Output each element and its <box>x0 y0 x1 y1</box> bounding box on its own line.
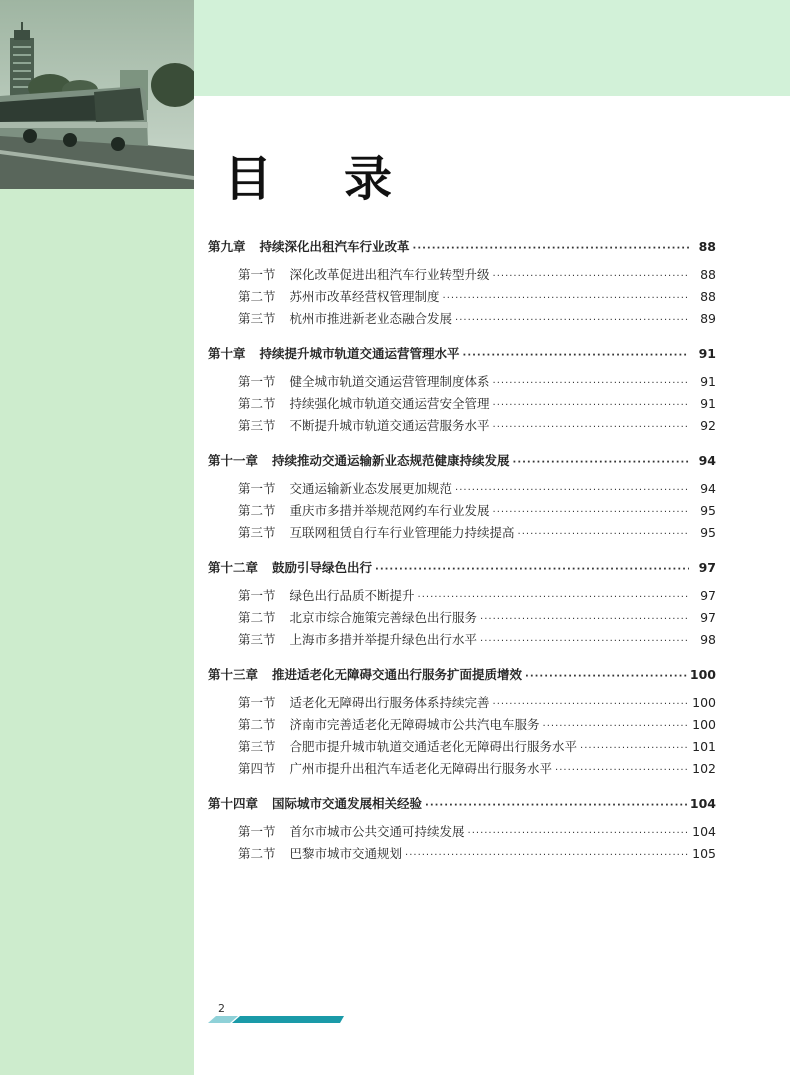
section-number: 第四节 <box>238 761 276 776</box>
dot-leader <box>543 717 689 737</box>
dot-leader <box>493 374 689 394</box>
dot-leader <box>493 396 689 416</box>
section-number: 第一节 <box>238 588 276 603</box>
chapter-number: 第十章 <box>208 346 246 361</box>
section-title: 广州市提升出租汽车适老化无障碍出行服务水平 <box>289 761 553 776</box>
dot-leader <box>468 824 689 844</box>
chapter-page: 104 <box>689 796 716 811</box>
dot-leader <box>513 453 689 473</box>
section-page: 101 <box>692 739 716 754</box>
dot-leader <box>518 525 689 545</box>
section-number: 第一节 <box>238 481 276 496</box>
toc-section-entry[interactable] <box>208 523 716 545</box>
section-title: 深化改革促进出租汽车行业转型升级 <box>289 267 490 282</box>
chapter-title: 鼓励引导绿色出行 <box>272 560 373 575</box>
chapter-spacer <box>208 866 716 874</box>
section-number: 第二节 <box>238 717 276 732</box>
dot-leader <box>555 761 689 781</box>
toc-section-entry[interactable] <box>208 479 716 501</box>
chapter-spacer <box>208 652 716 660</box>
section-title: 苏州市改革经营权管理制度 <box>289 289 440 304</box>
section-title: 上海市多措并举提升绿色出行水平 <box>289 632 478 647</box>
section-number: 第一节 <box>238 374 276 389</box>
toc-section-entry[interactable] <box>208 394 716 416</box>
toc-section-entry[interactable] <box>208 586 716 608</box>
toc-section-entry[interactable] <box>208 630 716 652</box>
chapter-page: 88 <box>698 239 716 254</box>
top-color-band <box>194 0 790 96</box>
chapter-number: 第十三章 <box>208 667 259 682</box>
section-page: 100 <box>692 717 716 732</box>
toc-chapter-entry[interactable] <box>208 558 716 580</box>
chapter-number: 第十四章 <box>208 796 259 811</box>
section-title: 持续强化城市轨道交通运营安全管理 <box>289 396 490 411</box>
dot-leader <box>455 481 689 501</box>
dot-leader <box>493 267 689 287</box>
chapter-title: 推进适老化无障碍交通出行服务扩面提质增效 <box>272 667 523 682</box>
chapter-title: 持续提升城市轨道交通运营管理水平 <box>259 346 460 361</box>
toc-chapter-entry[interactable] <box>208 344 716 366</box>
dot-leader <box>580 739 689 759</box>
toc-section-entry[interactable] <box>208 693 716 715</box>
chapter-page: 94 <box>698 453 716 468</box>
toc-section-entry[interactable] <box>208 372 716 394</box>
dot-leader <box>425 796 687 816</box>
section-title: 北京市综合施策完善绿色出行服务 <box>289 610 478 625</box>
bus-street-photo <box>0 0 194 189</box>
toc-chapter-entry[interactable] <box>208 237 716 259</box>
toc-section-entry[interactable] <box>208 265 716 287</box>
section-number: 第二节 <box>238 846 276 861</box>
section-number: 第二节 <box>238 610 276 625</box>
chapter-title: 国际城市交通发展相关经验 <box>272 796 423 811</box>
toc-section-entry[interactable] <box>208 501 716 523</box>
dot-leader <box>405 846 689 866</box>
chapter-page: 97 <box>698 560 716 575</box>
toc-chapter-entry[interactable] <box>208 451 716 473</box>
section-page: 98 <box>700 632 716 647</box>
section-page: 92 <box>700 418 716 433</box>
section-page: 100 <box>692 695 716 710</box>
toc-chapter-entry[interactable] <box>208 665 716 687</box>
section-page: 94 <box>700 481 716 496</box>
chapter-number: 第十二章 <box>208 560 259 575</box>
chapter-spacer <box>208 781 716 789</box>
chapter-title: 持续推动交通运输新业态规范健康持续发展 <box>272 453 510 468</box>
section-title: 交通运输新业态发展更加规范 <box>289 481 453 496</box>
dot-leader <box>493 418 689 438</box>
section-page: 97 <box>700 610 716 625</box>
dot-leader <box>493 695 689 715</box>
dot-leader <box>463 346 689 366</box>
chapter-spacer <box>208 438 716 446</box>
page-number: 2 <box>218 1002 225 1015</box>
section-title: 适老化无障碍出行服务体系持续完善 <box>289 695 490 710</box>
section-number: 第三节 <box>238 739 276 754</box>
chapter-number: 第十一章 <box>208 453 259 468</box>
section-title: 杭州市推进新老业态融合发展 <box>289 311 453 326</box>
section-page: 89 <box>700 311 716 326</box>
toc-title: 目录 <box>224 151 465 207</box>
section-number: 第二节 <box>238 289 276 304</box>
toc-section-entry[interactable] <box>208 287 716 309</box>
section-number: 第一节 <box>238 695 276 710</box>
section-number: 第三节 <box>238 311 276 326</box>
toc-section-entry[interactable] <box>208 309 716 331</box>
section-title: 合肥市提升城市轨道交通适老化无障碍出行服务水平 <box>289 739 578 754</box>
section-number: 第二节 <box>238 503 276 518</box>
section-page: 97 <box>700 588 716 603</box>
section-page: 104 <box>692 824 716 839</box>
toc-section-entry[interactable] <box>208 822 716 844</box>
section-page: 105 <box>692 846 716 861</box>
section-page: 95 <box>700 503 716 518</box>
dot-leader <box>480 610 689 630</box>
toc-section-entry[interactable] <box>208 416 716 438</box>
section-title: 济南市完善适老化无障碍城市公共汽电车服务 <box>289 717 540 732</box>
footer-decoration-bar <box>208 1014 344 1024</box>
section-number: 第三节 <box>238 632 276 647</box>
section-title: 绿色出行品质不断提升 <box>289 588 415 603</box>
dot-leader <box>443 289 689 309</box>
chapter-page: 100 <box>689 667 716 682</box>
section-number: 第一节 <box>238 267 276 282</box>
section-number: 第一节 <box>238 824 276 839</box>
dot-leader <box>413 239 689 259</box>
section-page: 88 <box>700 267 716 282</box>
section-title: 首尔市城市公共交通可持续发展 <box>289 824 465 839</box>
dot-leader <box>493 503 689 523</box>
section-number: 第二节 <box>238 396 276 411</box>
chapter-spacer <box>208 331 716 339</box>
chapter-page: 91 <box>698 346 716 361</box>
toc-section-entry[interactable] <box>208 715 716 737</box>
section-number: 第三节 <box>238 418 276 433</box>
section-title: 不断提升城市轨道交通运营服务水平 <box>289 418 490 433</box>
dot-leader <box>375 560 689 580</box>
table-of-contents <box>208 232 716 874</box>
section-number: 第三节 <box>238 525 276 540</box>
chapter-number: 第九章 <box>208 239 246 254</box>
dot-leader <box>525 667 687 687</box>
chapter-spacer <box>208 545 716 553</box>
chapter-title: 持续深化出租汽车行业改革 <box>259 239 410 254</box>
section-page: 91 <box>700 374 716 389</box>
toc-chapter-entry[interactable] <box>208 794 716 816</box>
dot-leader <box>480 632 689 652</box>
section-page: 88 <box>700 289 716 304</box>
toc-section-entry[interactable] <box>208 844 716 866</box>
section-title: 互联网租赁自行车行业管理能力持续提高 <box>289 525 515 540</box>
section-page: 102 <box>692 761 716 776</box>
toc-section-entry[interactable] <box>208 608 716 630</box>
section-title: 重庆市多措并举规范网约车行业发展 <box>289 503 490 518</box>
toc-section-entry[interactable] <box>208 737 716 759</box>
section-title: 健全城市轨道交通运营管理制度体系 <box>289 374 490 389</box>
section-page: 91 <box>700 396 716 411</box>
section-title: 巴黎市城市交通规划 <box>289 846 403 861</box>
toc-section-entry[interactable] <box>208 759 716 781</box>
section-page: 95 <box>700 525 716 540</box>
dot-leader <box>455 311 689 331</box>
dot-leader <box>418 588 689 608</box>
